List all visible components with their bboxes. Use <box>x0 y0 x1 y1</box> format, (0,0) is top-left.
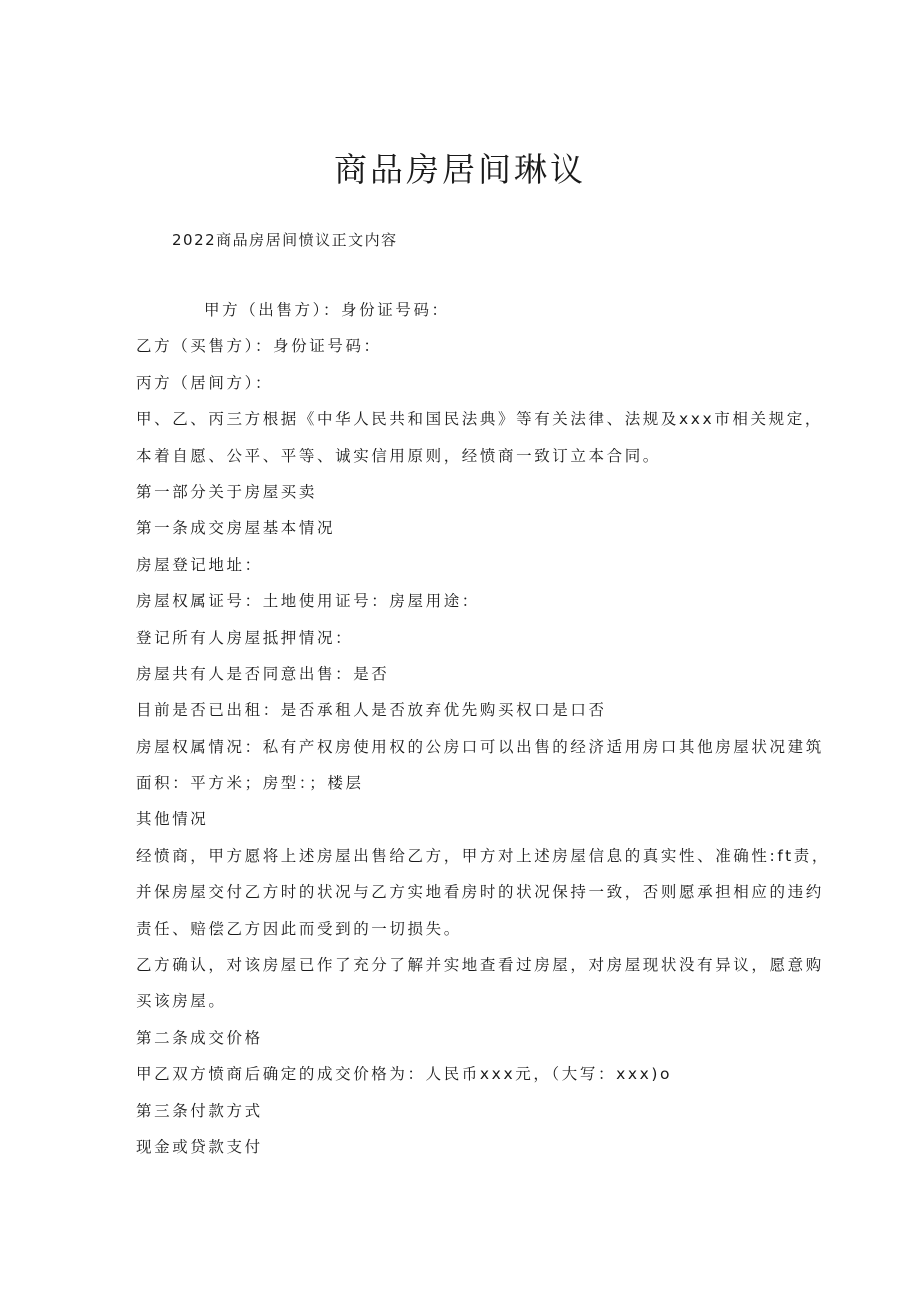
party-a-line: 甲方（出售方）：身份证号码： <box>204 301 450 319</box>
body-paragraph-line: 责任、赔偿乙方因此而受到的一切损失。 <box>136 919 462 938</box>
body-paragraph-line: 房屋登记地址： <box>136 555 263 574</box>
body-paragraph-line: 甲、乙、丙三方根据《中华人民共和国民法典》等有关法律、法规及xxx市相关规定， <box>136 410 823 429</box>
party-b-line: 乙方（买售方）：身份证号码： <box>136 337 382 356</box>
body-paragraph-line: 经愤商，甲方愿将上述房屋出售给乙方，甲方对上述房屋信息的真实性、准确性:ft责， <box>136 846 830 865</box>
body-paragraph-line: 房屋权属情况：私有产权房使用权的公房口可以出售的经济适用房口其他房屋状况建筑 <box>136 737 824 756</box>
body-paragraph-line: 登记所有人房屋抵押情况： <box>136 628 354 647</box>
body-paragraph-line: 买该房屋。 <box>136 992 227 1011</box>
body-paragraph-line: 本着自愿、公平、平等、诚实信用原则，经愤商一致订立本合同。 <box>136 446 661 465</box>
article-heading: 第二条成交价格 <box>136 1028 263 1047</box>
body-paragraph-line: 甲乙双方愤商后确定的成交价格为：人民币xxx元，（大写：xxx)o <box>136 1065 673 1084</box>
article-heading: 第三条付款方式 <box>136 1101 263 1120</box>
body-paragraph-line: 面积：平方米；房型：；楼层 <box>136 774 364 793</box>
document-body <box>136 296 830 1169</box>
body-paragraph-line: 现金或贷款支付 <box>136 1137 263 1156</box>
body-paragraph-line: 并保房屋交付乙方时的状况与乙方实地看房时的状况保持一致，否则愿承担相应的违约 <box>136 883 824 902</box>
party-c-line: 丙方（居间方）： <box>136 373 274 392</box>
body-paragraph-line: 房屋共有人是否同意出售：是否 <box>136 664 390 683</box>
article-heading: 第一条成交房屋基本情况 <box>136 519 336 538</box>
body-paragraph-line: 目前是否已出租：是否承租人是否放弃优先购买权口是口否 <box>136 701 607 720</box>
document-subtitle: 2022商品房居间愤议正文内容 <box>172 231 398 249</box>
document-title: 商品房居间琳议 <box>334 150 586 189</box>
body-paragraph-line: 其他情况 <box>136 810 209 829</box>
body-paragraph-line: 房屋权属证号：土地使用证号：房屋用途： <box>136 592 480 611</box>
section-heading: 第一部分关于房屋买卖 <box>136 482 318 501</box>
body-paragraph-line: 乙方确认，对该房屋已作了充分了解并实地查看过房屋，对房屋现状没有异议，愿意购 <box>136 956 824 975</box>
